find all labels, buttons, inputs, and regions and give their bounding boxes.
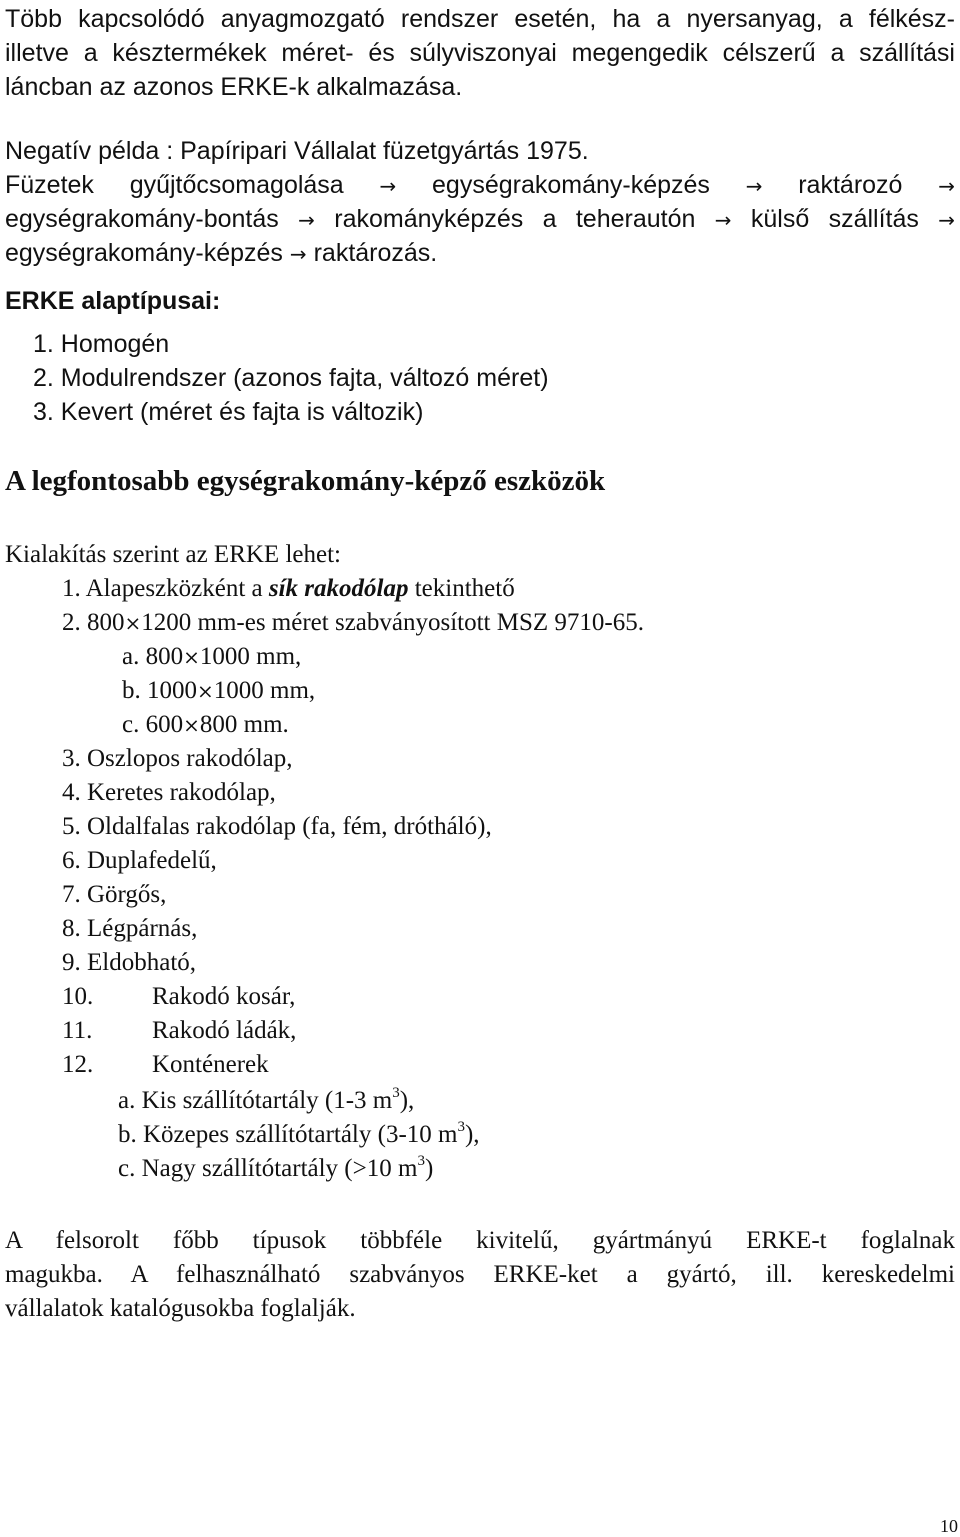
container-option-a: a. Kis szállítótartály (1-3 $m^3$), xyxy=(118,1084,415,1114)
list-item-text: Rakodó kosár, xyxy=(152,983,296,1010)
list-item-number: 11. xyxy=(62,1017,93,1044)
times-sign: × xyxy=(197,679,214,703)
list-item-number: 12. xyxy=(62,1051,94,1078)
closing-line-2: magukba. A felhasználható szabványos ERKE-ket a gyártó, ill. kereskedelmi xyxy=(5,1261,955,1288)
list-intro: Kialakítás szerint az ERKE lehet: xyxy=(5,541,341,568)
arrow-right-icon: → xyxy=(938,208,956,232)
list-item: 7. Görgős, xyxy=(62,881,167,908)
type-item: 3. Kevert (méret és fajta is változik) xyxy=(33,398,424,426)
types-title: ERKE alaptípusai: xyxy=(5,287,221,315)
list-item: 8. Légpárnás, xyxy=(62,915,198,942)
flow-step: egységrakomány-bontás xyxy=(5,205,279,233)
emphasis-flat-pallet: sík rakodólap xyxy=(268,575,409,602)
flow-step: egységrakomány-képzés xyxy=(432,171,710,199)
arrow-right-icon: → xyxy=(298,208,315,232)
flow-step: raktározás. xyxy=(313,239,438,267)
container-option-b: b. Közepes szállítótartály (3-10 $m^3$), xyxy=(118,1118,480,1148)
size-option-b: b. 1000×1000 mm, xyxy=(122,677,316,704)
list-item: 6. Duplafedelű, xyxy=(62,847,217,874)
list-item: 4. Keretes rakodólap, xyxy=(62,779,276,806)
size-option-a: a. 800×1000 mm, xyxy=(122,643,302,670)
size-option-c: c. 600×800 mm. xyxy=(122,711,289,738)
list-item: 3. Oszlopos rakodólap, xyxy=(62,745,293,772)
list-item: 9. Eldobható, xyxy=(62,949,197,976)
arrow-right-icon: → xyxy=(379,174,397,198)
list-item-number: 10. xyxy=(62,983,94,1010)
flow-step: külső szállítás xyxy=(750,205,919,233)
times-sign: × xyxy=(183,713,200,737)
type-item: 1. Homogén xyxy=(33,330,170,358)
type-item: 2. Modulrendszer (azonos fajta, változó méret) xyxy=(33,364,549,392)
arrow-right-icon: → xyxy=(289,242,307,266)
page-number: 10 xyxy=(940,1516,958,1536)
list-item-1: 1. Alapeszközként a sík rakodólap tekinthető xyxy=(62,575,515,602)
flow-step: rakományképzés a teherautón xyxy=(334,205,696,233)
intro-line-2: illetve a késztermékek méret- és súlyviszonyai megengedik célszerű a szállítási xyxy=(5,39,955,67)
negative-flow-line-3 xyxy=(5,236,437,271)
negative-flow-line-2 xyxy=(5,202,955,237)
closing-line-1: A felsorolt főbb típusok többféle kivitelű, gyártmányú ERKE-t foglalnak xyxy=(5,1227,955,1254)
intro-line-1: Több kapcsolódó anyagmozgató rendszer esetén, ha a nyersanyag, a félkész- xyxy=(5,5,955,33)
section-heading: A legfontosabb egységrakomány-képző eszközök xyxy=(5,465,606,497)
list-item: 5. Oldalfalas rakodólap (fa, fém, drótháló), xyxy=(62,813,492,840)
flow-step: raktározó xyxy=(798,171,903,199)
times-sign: × xyxy=(183,645,200,669)
arrow-right-icon: → xyxy=(745,174,763,198)
negative-example-title: Negatív példa : Papíripari Vállalat füzetgyártás 1975. xyxy=(5,137,589,165)
list-item-text: Rakodó ládák, xyxy=(152,1017,297,1044)
flow-step: egységrakomány-képzés xyxy=(5,239,283,267)
closing-line-3: vállalatok katalógusokba foglalják. xyxy=(5,1295,356,1322)
arrow-right-icon: → xyxy=(938,174,955,198)
negative-flow-line-1 xyxy=(5,168,955,203)
list-item-text: Konténerek xyxy=(152,1051,269,1078)
flow-step: Füzetek gyűjtőcsomagolása xyxy=(5,171,344,199)
container-option-c: c. Nagy szállítótartály (>10 $m^3$) xyxy=(118,1152,434,1182)
intro-line-3: láncban az azonos ERKE-k alkalmazása. xyxy=(5,73,463,101)
document-page xyxy=(5,0,955,1537)
list-item-2: 2. 800×1200 mm-es méret szabványosított MSZ 9710-65. xyxy=(62,609,644,636)
times-sign: × xyxy=(124,611,142,635)
arrow-right-icon: → xyxy=(714,208,732,232)
